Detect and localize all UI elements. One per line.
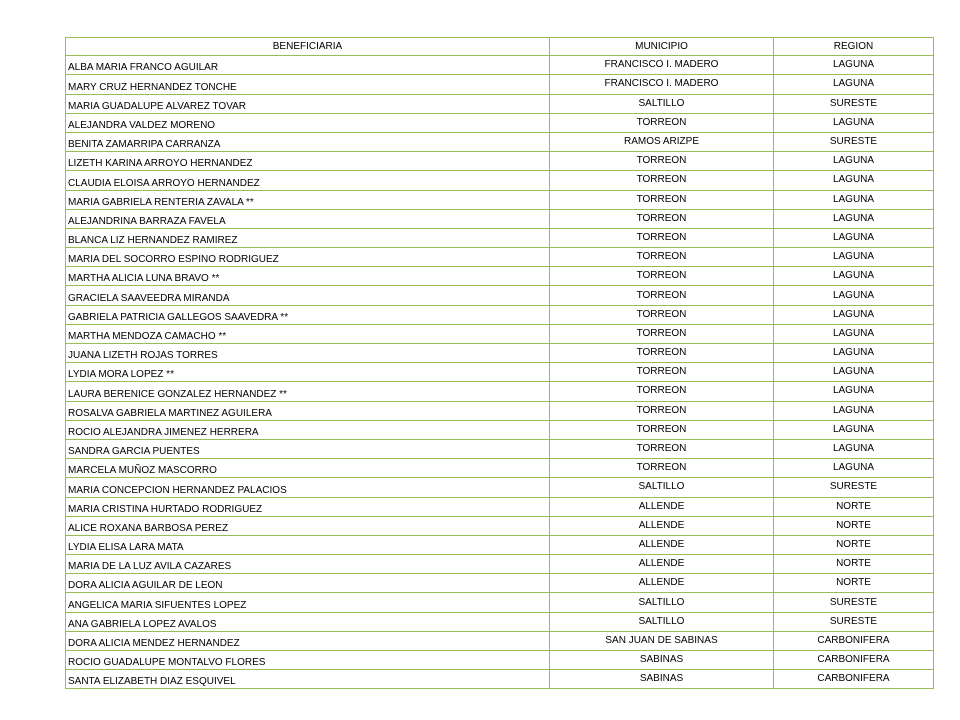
- cell-region: NORTE: [774, 497, 934, 516]
- table-row: [66, 439, 934, 458]
- table-row: [66, 113, 934, 132]
- cell-municipio: TORREON: [550, 363, 774, 382]
- cell-region: LAGUNA: [774, 190, 934, 209]
- header-municipio: MUNICIPIO: [550, 38, 774, 56]
- cell-beneficiaria: ALEJANDRA VALDEZ MORENO: [66, 113, 550, 132]
- cell-beneficiaria: ROCIO ALEJANDRA JIMENEZ HERRERA: [66, 420, 550, 439]
- cell-municipio: ALLENDE: [550, 516, 774, 535]
- cell-region: LAGUNA: [774, 267, 934, 286]
- cell-region: LAGUNA: [774, 401, 934, 420]
- cell-beneficiaria: LIZETH KARINA ARROYO HERNANDEZ: [66, 152, 550, 171]
- cell-beneficiaria: SANDRA GARCIA PUENTES: [66, 439, 550, 458]
- table-row: [66, 75, 934, 94]
- cell-beneficiaria: MARIA DE LA LUZ AVILA CAZARES: [66, 555, 550, 574]
- cell-region: NORTE: [774, 535, 934, 554]
- cell-beneficiaria: MARY CRUZ HERNANDEZ TONCHE: [66, 75, 550, 94]
- table-row: [66, 401, 934, 420]
- cell-municipio: FRANCISCO I. MADERO: [550, 56, 774, 75]
- cell-beneficiaria: MARIA GUADALUPE ALVAREZ TOVAR: [66, 94, 550, 113]
- header-beneficiaria: BENEFICIARIA: [66, 38, 550, 56]
- cell-municipio: TORREON: [550, 459, 774, 478]
- cell-municipio: TORREON: [550, 401, 774, 420]
- cell-municipio: TORREON: [550, 305, 774, 324]
- table-row: [66, 420, 934, 439]
- table-body: [66, 56, 934, 689]
- cell-municipio: TORREON: [550, 228, 774, 247]
- cell-region: SURESTE: [774, 612, 934, 631]
- cell-beneficiaria: LAURA BERENICE GONZALEZ HERNANDEZ **: [66, 382, 550, 401]
- table-row: [66, 152, 934, 171]
- cell-beneficiaria: LYDIA ELISA LARA MATA: [66, 535, 550, 554]
- table-row: [66, 363, 934, 382]
- table-header: [66, 38, 934, 56]
- cell-municipio: RAMOS ARIZPE: [550, 132, 774, 151]
- cell-region: NORTE: [774, 574, 934, 593]
- cell-region: LAGUNA: [774, 152, 934, 171]
- cell-beneficiaria: ALBA MARIA FRANCO AGUILAR: [66, 56, 550, 75]
- cell-beneficiaria: ALEJANDRINA BARRAZA FAVELA: [66, 209, 550, 228]
- cell-region: LAGUNA: [774, 228, 934, 247]
- cell-municipio: TORREON: [550, 190, 774, 209]
- cell-beneficiaria: MARIA DEL SOCORRO ESPINO RODRIGUEZ: [66, 248, 550, 267]
- cell-region: SURESTE: [774, 94, 934, 113]
- table-row: [66, 670, 934, 689]
- table-row: [66, 248, 934, 267]
- table-row: [66, 535, 934, 554]
- table-row: [66, 459, 934, 478]
- cell-region: LAGUNA: [774, 56, 934, 75]
- table-row: [66, 305, 934, 324]
- table-row: [66, 382, 934, 401]
- cell-beneficiaria: MARCELA MUÑOZ MASCORRO: [66, 459, 550, 478]
- cell-municipio: TORREON: [550, 209, 774, 228]
- cell-municipio: SABINAS: [550, 670, 774, 689]
- cell-region: NORTE: [774, 555, 934, 574]
- cell-municipio: TORREON: [550, 267, 774, 286]
- cell-beneficiaria: MARTHA MENDOZA CAMACHO **: [66, 324, 550, 343]
- cell-region: NORTE: [774, 516, 934, 535]
- cell-municipio: FRANCISCO I. MADERO: [550, 75, 774, 94]
- header-row: [66, 38, 934, 56]
- cell-region: CARBONIFERA: [774, 631, 934, 650]
- cell-beneficiaria: CLAUDIA ELOISA ARROYO HERNANDEZ: [66, 171, 550, 190]
- cell-municipio: ALLENDE: [550, 497, 774, 516]
- cell-region: LAGUNA: [774, 75, 934, 94]
- table-row: [66, 651, 934, 670]
- table-row: [66, 324, 934, 343]
- cell-beneficiaria: LYDIA MORA LOPEZ **: [66, 363, 550, 382]
- cell-beneficiaria: MARIA CONCEPCION HERNANDEZ PALACIOS: [66, 478, 550, 497]
- cell-beneficiaria: DORA ALICIA MENDEZ HERNANDEZ: [66, 631, 550, 650]
- cell-region: LAGUNA: [774, 344, 934, 363]
- cell-region: LAGUNA: [774, 113, 934, 132]
- cell-municipio: TORREON: [550, 171, 774, 190]
- table-row: [66, 56, 934, 75]
- cell-region: CARBONIFERA: [774, 670, 934, 689]
- cell-municipio: TORREON: [550, 286, 774, 305]
- cell-municipio: SABINAS: [550, 651, 774, 670]
- table-row: [66, 555, 934, 574]
- cell-municipio: TORREON: [550, 344, 774, 363]
- table-row: [66, 478, 934, 497]
- table-row: [66, 228, 934, 247]
- cell-region: SURESTE: [774, 593, 934, 612]
- cell-region: SURESTE: [774, 478, 934, 497]
- cell-municipio: TORREON: [550, 152, 774, 171]
- cell-municipio: SAN JUAN DE SABINAS: [550, 631, 774, 650]
- cell-municipio: ALLENDE: [550, 574, 774, 593]
- cell-region: LAGUNA: [774, 286, 934, 305]
- cell-municipio: TORREON: [550, 324, 774, 343]
- cell-municipio: TORREON: [550, 382, 774, 401]
- cell-beneficiaria: BENITA ZAMARRIPA CARRANZA: [66, 132, 550, 151]
- cell-region: LAGUNA: [774, 248, 934, 267]
- cell-beneficiaria: ROSALVA GABRIELA MARTINEZ AGUILERA: [66, 401, 550, 420]
- cell-beneficiaria: MARIA CRISTINA HURTADO RODRIGUEZ: [66, 497, 550, 516]
- cell-beneficiaria: ALICE ROXANA BARBOSA PEREZ: [66, 516, 550, 535]
- cell-region: LAGUNA: [774, 439, 934, 458]
- cell-beneficiaria: GRACIELA SAAVEEDRA MIRANDA: [66, 286, 550, 305]
- cell-beneficiaria: MARTHA ALICIA LUNA BRAVO **: [66, 267, 550, 286]
- cell-region: LAGUNA: [774, 209, 934, 228]
- table-row: [66, 94, 934, 113]
- cell-region: CARBONIFERA: [774, 651, 934, 670]
- table-row: [66, 209, 934, 228]
- cell-municipio: SALTILLO: [550, 94, 774, 113]
- table-row: [66, 593, 934, 612]
- cell-municipio: ALLENDE: [550, 555, 774, 574]
- cell-municipio: SALTILLO: [550, 612, 774, 631]
- cell-municipio: TORREON: [550, 420, 774, 439]
- table-row: [66, 574, 934, 593]
- cell-beneficiaria: ANGELICA MARIA SIFUENTES LOPEZ: [66, 593, 550, 612]
- cell-region: LAGUNA: [774, 324, 934, 343]
- cell-beneficiaria: ANA GABRIELA LOPEZ AVALOS: [66, 612, 550, 631]
- table-row: [66, 344, 934, 363]
- cell-region: LAGUNA: [774, 382, 934, 401]
- table-row: [66, 516, 934, 535]
- table-row: [66, 612, 934, 631]
- table-row: [66, 267, 934, 286]
- cell-beneficiaria: SANTA ELIZABETH DIAZ ESQUIVEL: [66, 670, 550, 689]
- table-row: [66, 631, 934, 650]
- cell-beneficiaria: GABRIELA PATRICIA GALLEGOS SAAVEDRA **: [66, 305, 550, 324]
- header-region: REGION: [774, 38, 934, 56]
- cell-region: LAGUNA: [774, 363, 934, 382]
- cell-region: LAGUNA: [774, 459, 934, 478]
- table-row: [66, 286, 934, 305]
- cell-municipio: TORREON: [550, 248, 774, 267]
- cell-beneficiaria: MARIA GABRIELA RENTERIA ZAVALA **: [66, 190, 550, 209]
- cell-region: LAGUNA: [774, 420, 934, 439]
- cell-beneficiaria: JUANA LIZETH ROJAS TORRES: [66, 344, 550, 363]
- cell-municipio: ALLENDE: [550, 535, 774, 554]
- cell-beneficiaria: BLANCA LIZ HERNANDEZ RAMIREZ: [66, 228, 550, 247]
- cell-beneficiaria: ROCIO GUADALUPE MONTALVO FLORES: [66, 651, 550, 670]
- table-row: [66, 132, 934, 151]
- cell-municipio: TORREON: [550, 439, 774, 458]
- table-row: [66, 497, 934, 516]
- beneficiaries-table: [65, 37, 934, 689]
- table-row: [66, 190, 934, 209]
- cell-region: LAGUNA: [774, 305, 934, 324]
- cell-municipio: SALTILLO: [550, 478, 774, 497]
- cell-municipio: SALTILLO: [550, 593, 774, 612]
- cell-region: SURESTE: [774, 132, 934, 151]
- cell-municipio: TORREON: [550, 113, 774, 132]
- cell-region: LAGUNA: [774, 171, 934, 190]
- table-row: [66, 171, 934, 190]
- cell-beneficiaria: DORA ALICIA AGUILAR DE LEON: [66, 574, 550, 593]
